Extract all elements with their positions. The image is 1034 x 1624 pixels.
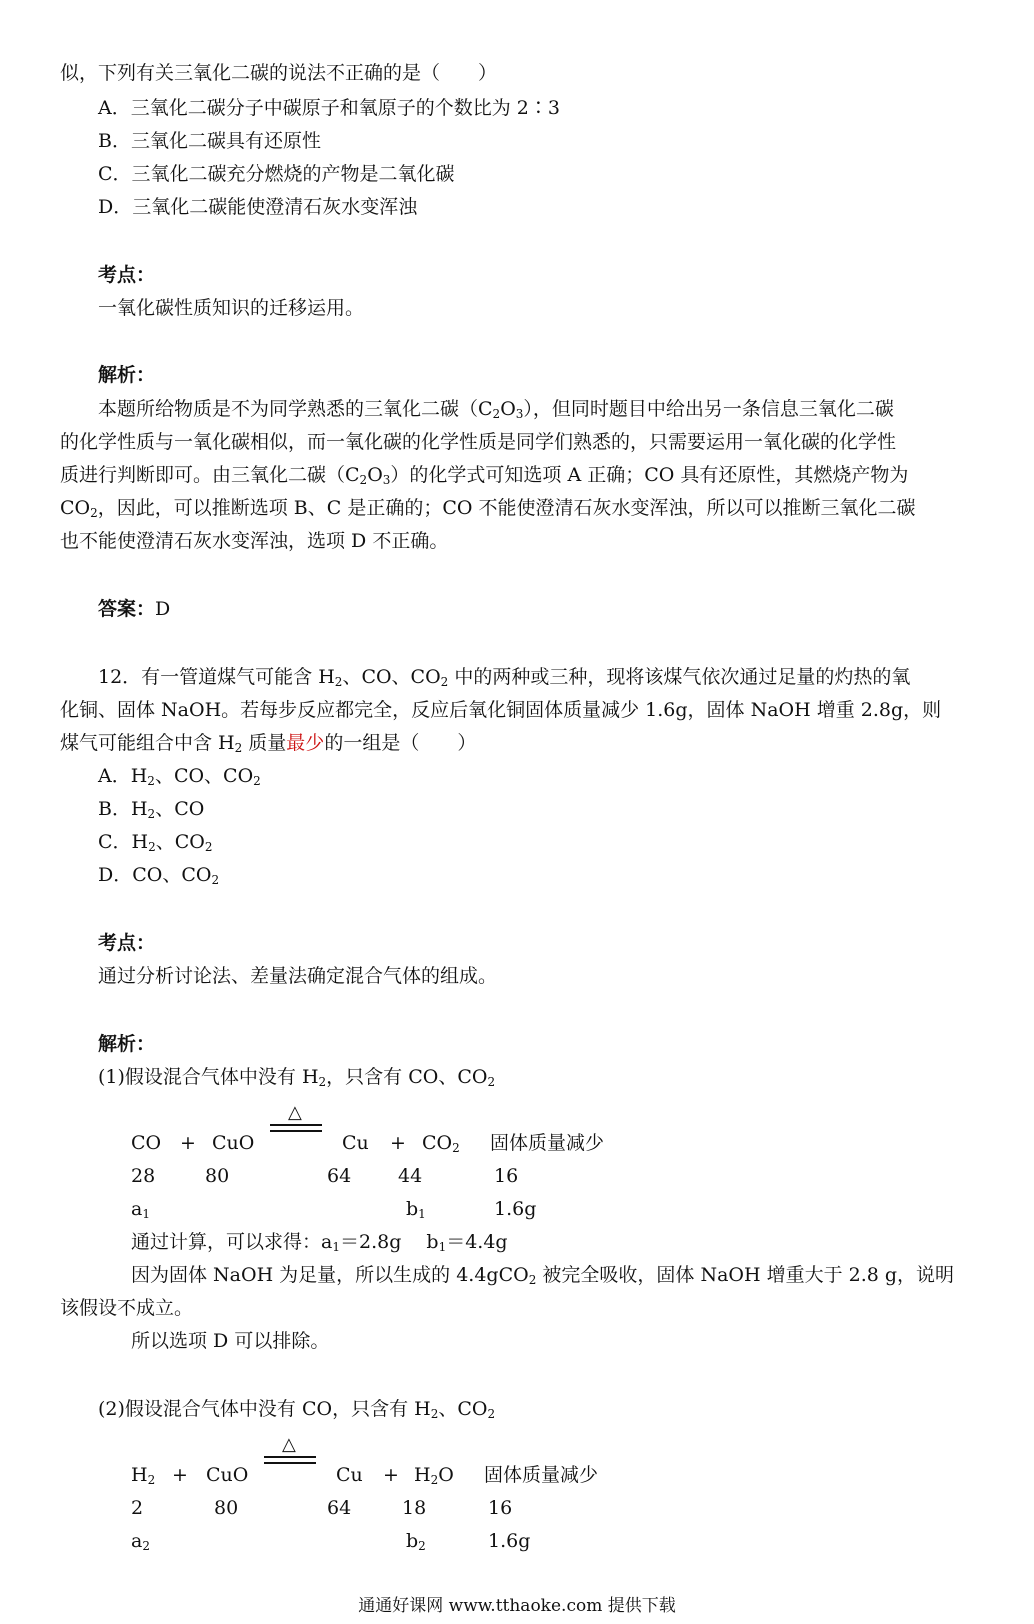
heat-triangle-icon: △ — [282, 1434, 296, 1455]
q11-jiexi-line-2: 的化学性质与一氧化碳相似，而一氧化碳的化学性质是同学们熟悉的，只需要运用一氧化碳的化学性 — [60, 431, 897, 453]
q12-option-b: B．$H_2$、CO — [98, 798, 205, 821]
case1-conclusion: 所以选项 D 可以排除。 — [131, 1330, 330, 1352]
q11-jiexi-line-3: 质进行判断即可。由三氧化二碳$(C_2O_3)$的化学式可知选项 A 正确；CO 具有还原性，其燃烧产物为 — [60, 464, 909, 487]
q11-jiexi-line-4: $CO_2$，因此，可以推断选项 B、C 是正确的；CO 不能使澄清石灰水变浑浊，所以可以推断三氧化二碳 — [60, 497, 916, 520]
q12-option-d: D．CO、$CO_2$ — [98, 864, 220, 887]
emphasis-least: 最少 — [286, 732, 325, 754]
reaction-1-equals-sign — [270, 1104, 322, 1134]
q12-kaodian-label: 考点： — [98, 932, 156, 954]
q11-jiexi-label: 解析： — [98, 364, 156, 386]
q12-option-a: A．$H_2$、CO、$CO_2$ — [98, 765, 261, 788]
q11-jiexi-line-5: 也不能使澄清石灰水变浑浊，选项 D 不正确。 — [60, 530, 449, 552]
case1-reason-2: 该假设不成立。 — [60, 1297, 194, 1319]
q11-option-a: A．三氧化二碳分子中碳原子和氧原子的个数比为 2∶3 — [98, 97, 560, 119]
q12-kaodian-text: 通过分析讨论法、差量法确定混合气体的组成。 — [98, 965, 498, 987]
case1-calc: 通过计算，可以求得：$a_1=2.8g$ $b_1=4.4g$ — [131, 1231, 508, 1254]
q12-jiexi-label: 解析： — [98, 1033, 156, 1055]
q11-stem-tail: 似，下列有关三氧化二碳的说法不正确的是（ ） — [60, 62, 498, 84]
q11-option-b: B．三氧化二碳具有还原性 — [98, 130, 321, 152]
case1-reason-1: 因为固体 NaOH 为足量，所以生成的 4.4gCO$_2$ 被完全吸收，固体 NaOH 增重大于 2.8 g，说明 — [131, 1264, 955, 1287]
case2-title: (2)假设混合气体中没有 CO，只含有 $H_2$、$CO_2$ — [98, 1398, 496, 1421]
q11-jiexi-line-1: 本题所给物质是不为同学熟悉的三氧化二碳$(C_2O_3)$，但同时题目中给出另一条信息三氧化二碳 — [98, 398, 894, 421]
q11-kaodian-label: 考点： — [98, 264, 156, 286]
q12-stem-line-3: 煤气可能组合中含 $H_2$ 质量最少的一组是（ ） — [60, 732, 477, 755]
q11-option-d: D．三氧化二碳能使澄清石灰水变浑浊 — [98, 196, 418, 218]
reaction-2-equals-sign — [264, 1436, 316, 1466]
q11-kaodian-text: 一氧化碳性质知识的迁移运用。 — [98, 297, 365, 319]
heat-triangle-icon: △ — [288, 1102, 302, 1123]
q11-option-c: C．三氧化二碳充分燃烧的产物是二氧化碳 — [98, 163, 455, 185]
q11-answer: 答案：D — [98, 598, 171, 620]
q12-option-c: C．$H_2$、$CO_2$ — [98, 831, 213, 854]
q12-stem-line-2: 化铜、固体 NaOH。若每步反应都完全，反应后氧化铜固体质量减少 1.6g，固体 NaOH 增重 2.8g，则 — [60, 699, 942, 721]
case1-title: (1)假设混合气体中没有 $H_2$，只含有 CO、$CO_2$ — [98, 1066, 496, 1089]
q12-stem-line-1: 12．有一管道煤气可能含 $H_2$、CO、$CO_2$ 中的两种或三种，现将该煤气依次通过足量的灼热的氧 — [98, 666, 911, 689]
page-footer: 通通好课网 www.tthaoke.com 提供下载 — [358, 1596, 676, 1616]
